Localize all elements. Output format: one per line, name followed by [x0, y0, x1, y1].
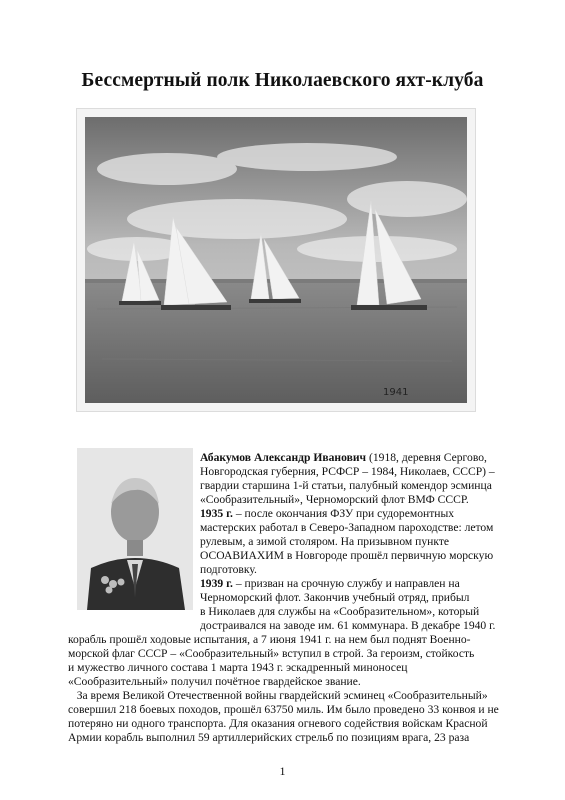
text-line: мастерских работал в Северо-Западном пароходстве: летом — [200, 521, 494, 534]
text-line: 1939 г. – призван на срочную службу и направлен на — [200, 577, 460, 590]
text-line: «Сообразительный» получил почётное гвардейское звание. — [68, 675, 361, 688]
photo-inscription: 1941 — [383, 387, 409, 398]
page-title: Бессмертный полк Николаевского яхт-клуба — [81, 70, 484, 91]
text-line: Абакумов Александр Иванович (1918, деревня Сергово, — [200, 451, 487, 464]
text-line: Армии корабль выполнил 59 артиллерийских стрельб по позициям врага, 23 раза — [68, 731, 470, 744]
text-line: в Николаев для службы на «Сообразительном», который — [200, 605, 480, 618]
biography-intro — [200, 451, 565, 633]
text-line: подготовку. — [200, 563, 257, 576]
portrait-photo — [77, 448, 193, 610]
text-line: ОСОАВИАХИМ в Новгороде прошёл первичную морскую — [200, 549, 494, 562]
text-line: За время Великой Отечественной войны гвардейский эсминец «Сообразительный» — [68, 689, 488, 702]
text-line: морской флаг СССР – «Сообразительный» вступил в строй. За героизм, стойкость — [68, 647, 475, 660]
text-line: 1935 г. – после окончания ФЗУ при судоремонтных — [200, 507, 455, 520]
text-line: корабль прошёл ходовые испытания, а 7 июня 1941 г. на нем был поднят Военно- — [68, 633, 471, 646]
text-line: потеряно ни одного транспорта. Для оказания огневого содействия войскам Красной — [68, 717, 488, 730]
text-line: гвардии старшина 1-й статьи, палубный комендор эсминца — [200, 479, 492, 492]
text-line: Черноморский флот. Закончив учебный отряд, прибыл — [200, 591, 470, 604]
text-line: Новгородская губерния, РСФСР – 1984, Николаев, СССР) – — [200, 465, 495, 478]
text-line: «Сообразительный», Черноморский флот ВМФ СССР. — [200, 493, 469, 506]
page-number: 1 — [279, 764, 286, 778]
text-line: совершил 218 боевых походов, прошёл 63750 миль. Им было проведено 33 конвоя и не — [68, 703, 499, 716]
text-line: рулевым, а зимой столяром. На призывном пункте — [200, 535, 450, 548]
text-line: достраивался на заводе им. 61 коммунара. В декабре 1940 г. — [200, 619, 496, 632]
yachts-photo — [76, 108, 476, 412]
biography-continued — [68, 633, 508, 745]
text-line: и мужество личного состава 1 марта 1943 г. эскадренный миноносец — [68, 661, 408, 674]
